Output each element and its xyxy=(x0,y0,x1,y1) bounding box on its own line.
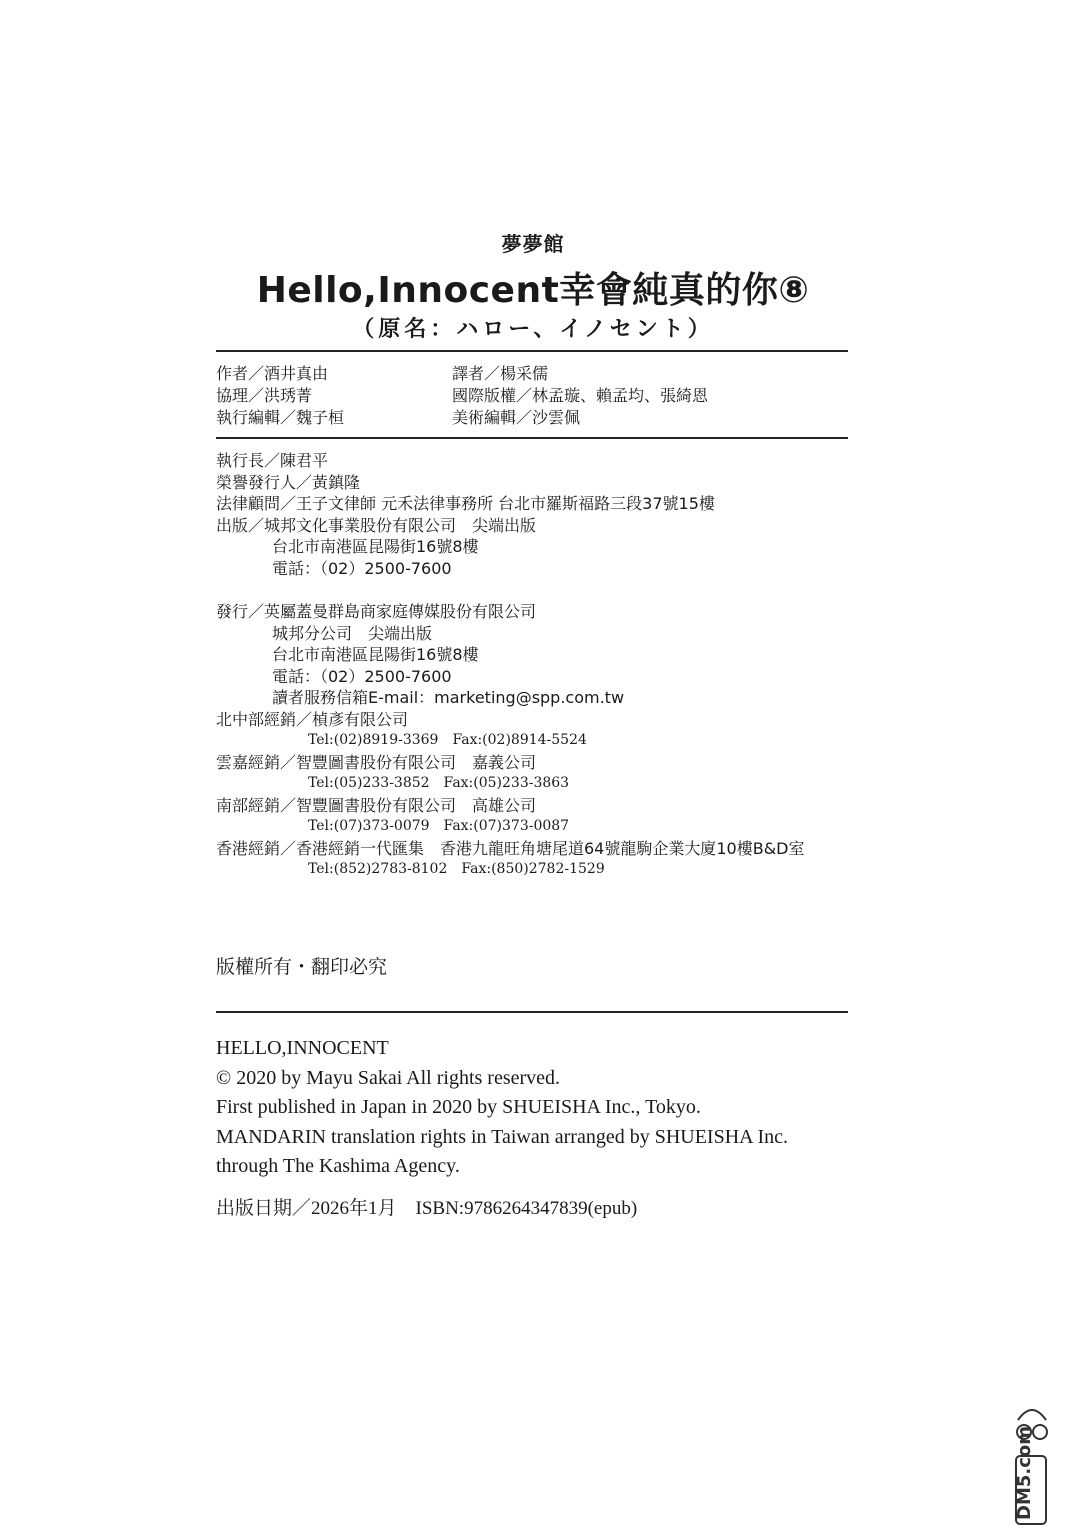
english-line: through The Kashima Agency. xyxy=(216,1155,460,1177)
info-line: 法律顧問／王子文律師 元禾法律事務所 台北市羅斯福路三段37號15樓 xyxy=(216,494,715,513)
credit-translator: 譯者／楊采儒 xyxy=(452,364,549,383)
publication-line: 出版日期／2026年1月 ISBN:9786264347839(epub) xyxy=(216,1198,638,1219)
credit-editor: 執行編輯／魏子桓 xyxy=(216,408,345,427)
info-line: Tel:(02)8919-3369 Fax:(02)8914-5524 xyxy=(308,732,587,748)
credits-right xyxy=(452,363,708,429)
info-line: 城邦分公司 尖端出版 xyxy=(272,623,433,643)
divider-credits xyxy=(216,437,848,439)
english-line: HELLO,INNOCENT xyxy=(216,1037,389,1059)
book-title: Hello,Innocent幸會純真的你⑧ xyxy=(256,270,810,311)
original-title: （原名：ハロー、イノセント） xyxy=(352,317,714,342)
info-line: 出版／城邦文化事業股份有限公司 尖端出版 xyxy=(216,515,537,535)
english-line: © 2020 by Mayu Sakai All rights reserved. xyxy=(216,1066,561,1089)
info-line: 電話：（02）2500-7600 xyxy=(272,666,452,686)
english-copyright xyxy=(216,1034,788,1182)
info-line: 台北市南港區昆陽街16號8樓 xyxy=(272,537,479,556)
english-line: MANDARIN translation rights in Taiwan arranged by SHUEISHA Inc. xyxy=(216,1125,789,1148)
distribution-block xyxy=(216,601,805,881)
info-line: 榮譽發行人／黃鎮隆 xyxy=(216,472,361,492)
publisher-block xyxy=(216,450,715,579)
credit-manager: 協理／洪琇菁 xyxy=(216,386,313,405)
info-line: 執行長／陳君平 xyxy=(216,451,329,470)
series-label: 夢夢館 xyxy=(501,232,565,256)
credit-rights: 國際版權／林孟璇、賴孟均、張綺恩 xyxy=(452,386,709,405)
dm5-logo-icon xyxy=(1010,1360,1060,1530)
info-line: 發行／英屬蓋曼群島商家庭傳媒股份有限公司 xyxy=(216,602,537,621)
watermark-text: DM5.com xyxy=(1014,1425,1035,1520)
info-line: Tel:(05)233-3852 Fax:(05)233-3863 xyxy=(308,775,570,791)
divider-top xyxy=(216,350,848,352)
info-line: 南部經銷／智豐圖書股份有限公司 高雄公司 xyxy=(216,795,537,815)
info-line: Tel:(07)373-0079 Fax:(07)373-0087 xyxy=(308,818,570,834)
info-line: 台北市南港區昆陽街16號8樓 xyxy=(272,645,479,664)
info-line: 讀者服務信箱E-mail：marketing@spp.com.tw xyxy=(272,688,625,707)
credit-author: 作者／酒井真由 xyxy=(216,364,329,383)
info-line: 雲嘉經銷／智豐圖書股份有限公司 嘉義公司 xyxy=(216,752,537,772)
info-line: 香港經銷／香港經銷一代匯集 香港九龍旺角塘尾道64號龍駒企業大廈10樓B&D室 xyxy=(216,838,805,858)
credits-left xyxy=(216,363,344,429)
credit-art-editor: 美術編輯／沙雲佩 xyxy=(452,408,581,427)
info-line: 電話：（02）2500-7600 xyxy=(272,558,452,578)
rights-notice: 版權所有・翻印必究 xyxy=(216,956,388,978)
divider-bottom xyxy=(216,1011,848,1013)
english-line: First published in Japan in 2020 by SHUEISHA Inc., Tokyo. xyxy=(216,1096,701,1118)
info-line: Tel:(852)2783-8102 Fax:(850)2782-1529 xyxy=(308,861,605,877)
info-line: 北中部經銷／楨彥有限公司 xyxy=(216,709,409,729)
